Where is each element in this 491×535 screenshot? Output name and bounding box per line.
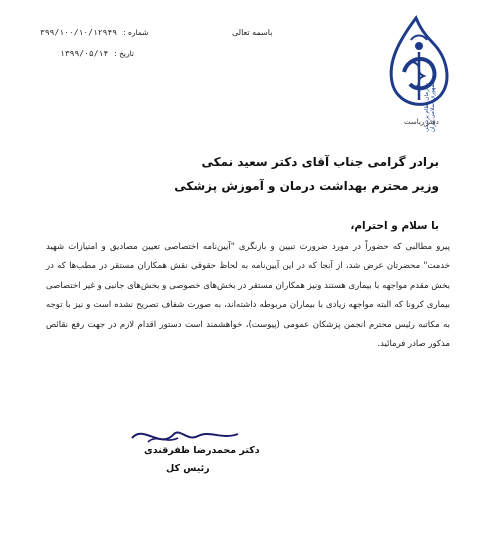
- letter-body: پیرو مطالبی که حضوراً در مورد ضرورت تبیین و بازنگری "آیین‌نامه اختصاصی تعیین مصادیق و امتیازات شهید خدمت" محضرتان عرض شد، از آنجا که در این آیین‌نامه به لحاظ حقوقی نقش همکاران مستقر در مطب‌ها که در بخش مقدم مواجهه با بیماری هستند ونیز همکاران مستقر در بخش‌های خصوصی و بخش‌های جانبی و غیر اختصاصی بیماری کرونا که البته مواجهه زیادی با بیماران مربوطه داشته‌اند، به صورت شفاف تصریح نشده است و نیز با توجه به مکاتبه رئیس محترم انجمن پزشکان عمومی (پیوست)، خواهشمند است دستور اقدام لازم در جهت رفع نقائص مذکور صادر فرمائید.: [46, 242, 450, 350]
- date-label: تاریخ :: [114, 49, 135, 58]
- addressee-line-1: برادر گرامی جناب آقای دکتر سعید نمکی: [201, 155, 439, 169]
- office-name: دفتر ریاست: [404, 118, 439, 126]
- addressee-line-2: وزیر محترم بهداشت درمان و آموزش پزشکی: [174, 179, 439, 193]
- invocation: باسمه تعالی: [232, 28, 273, 37]
- addressee: [174, 150, 439, 198]
- organization-logo: [378, 12, 468, 132]
- signatory-name: دکتر محمدرضا ظفرقندی: [144, 445, 260, 456]
- date-value: ۱۳۹۹/۰۵/۱۴: [60, 49, 109, 58]
- letterhead: [0, 0, 491, 140]
- letter-date: [60, 49, 134, 58]
- number-label: شماره :: [123, 28, 149, 37]
- logo-emblem-icon: [378, 12, 468, 132]
- salutation: با سلام و احترام،: [350, 220, 439, 232]
- number-value: ۳۹۹/۱۰۰/۱۰/۱۲۹۴۹: [40, 28, 118, 37]
- signatory-title: رئیس کل: [166, 463, 210, 474]
- organization-name: سازمان نظام پزشکی جمهوری اسلامی ایران: [424, 80, 436, 132]
- letter-number: [40, 28, 148, 37]
- signature-block: [126, 420, 266, 480]
